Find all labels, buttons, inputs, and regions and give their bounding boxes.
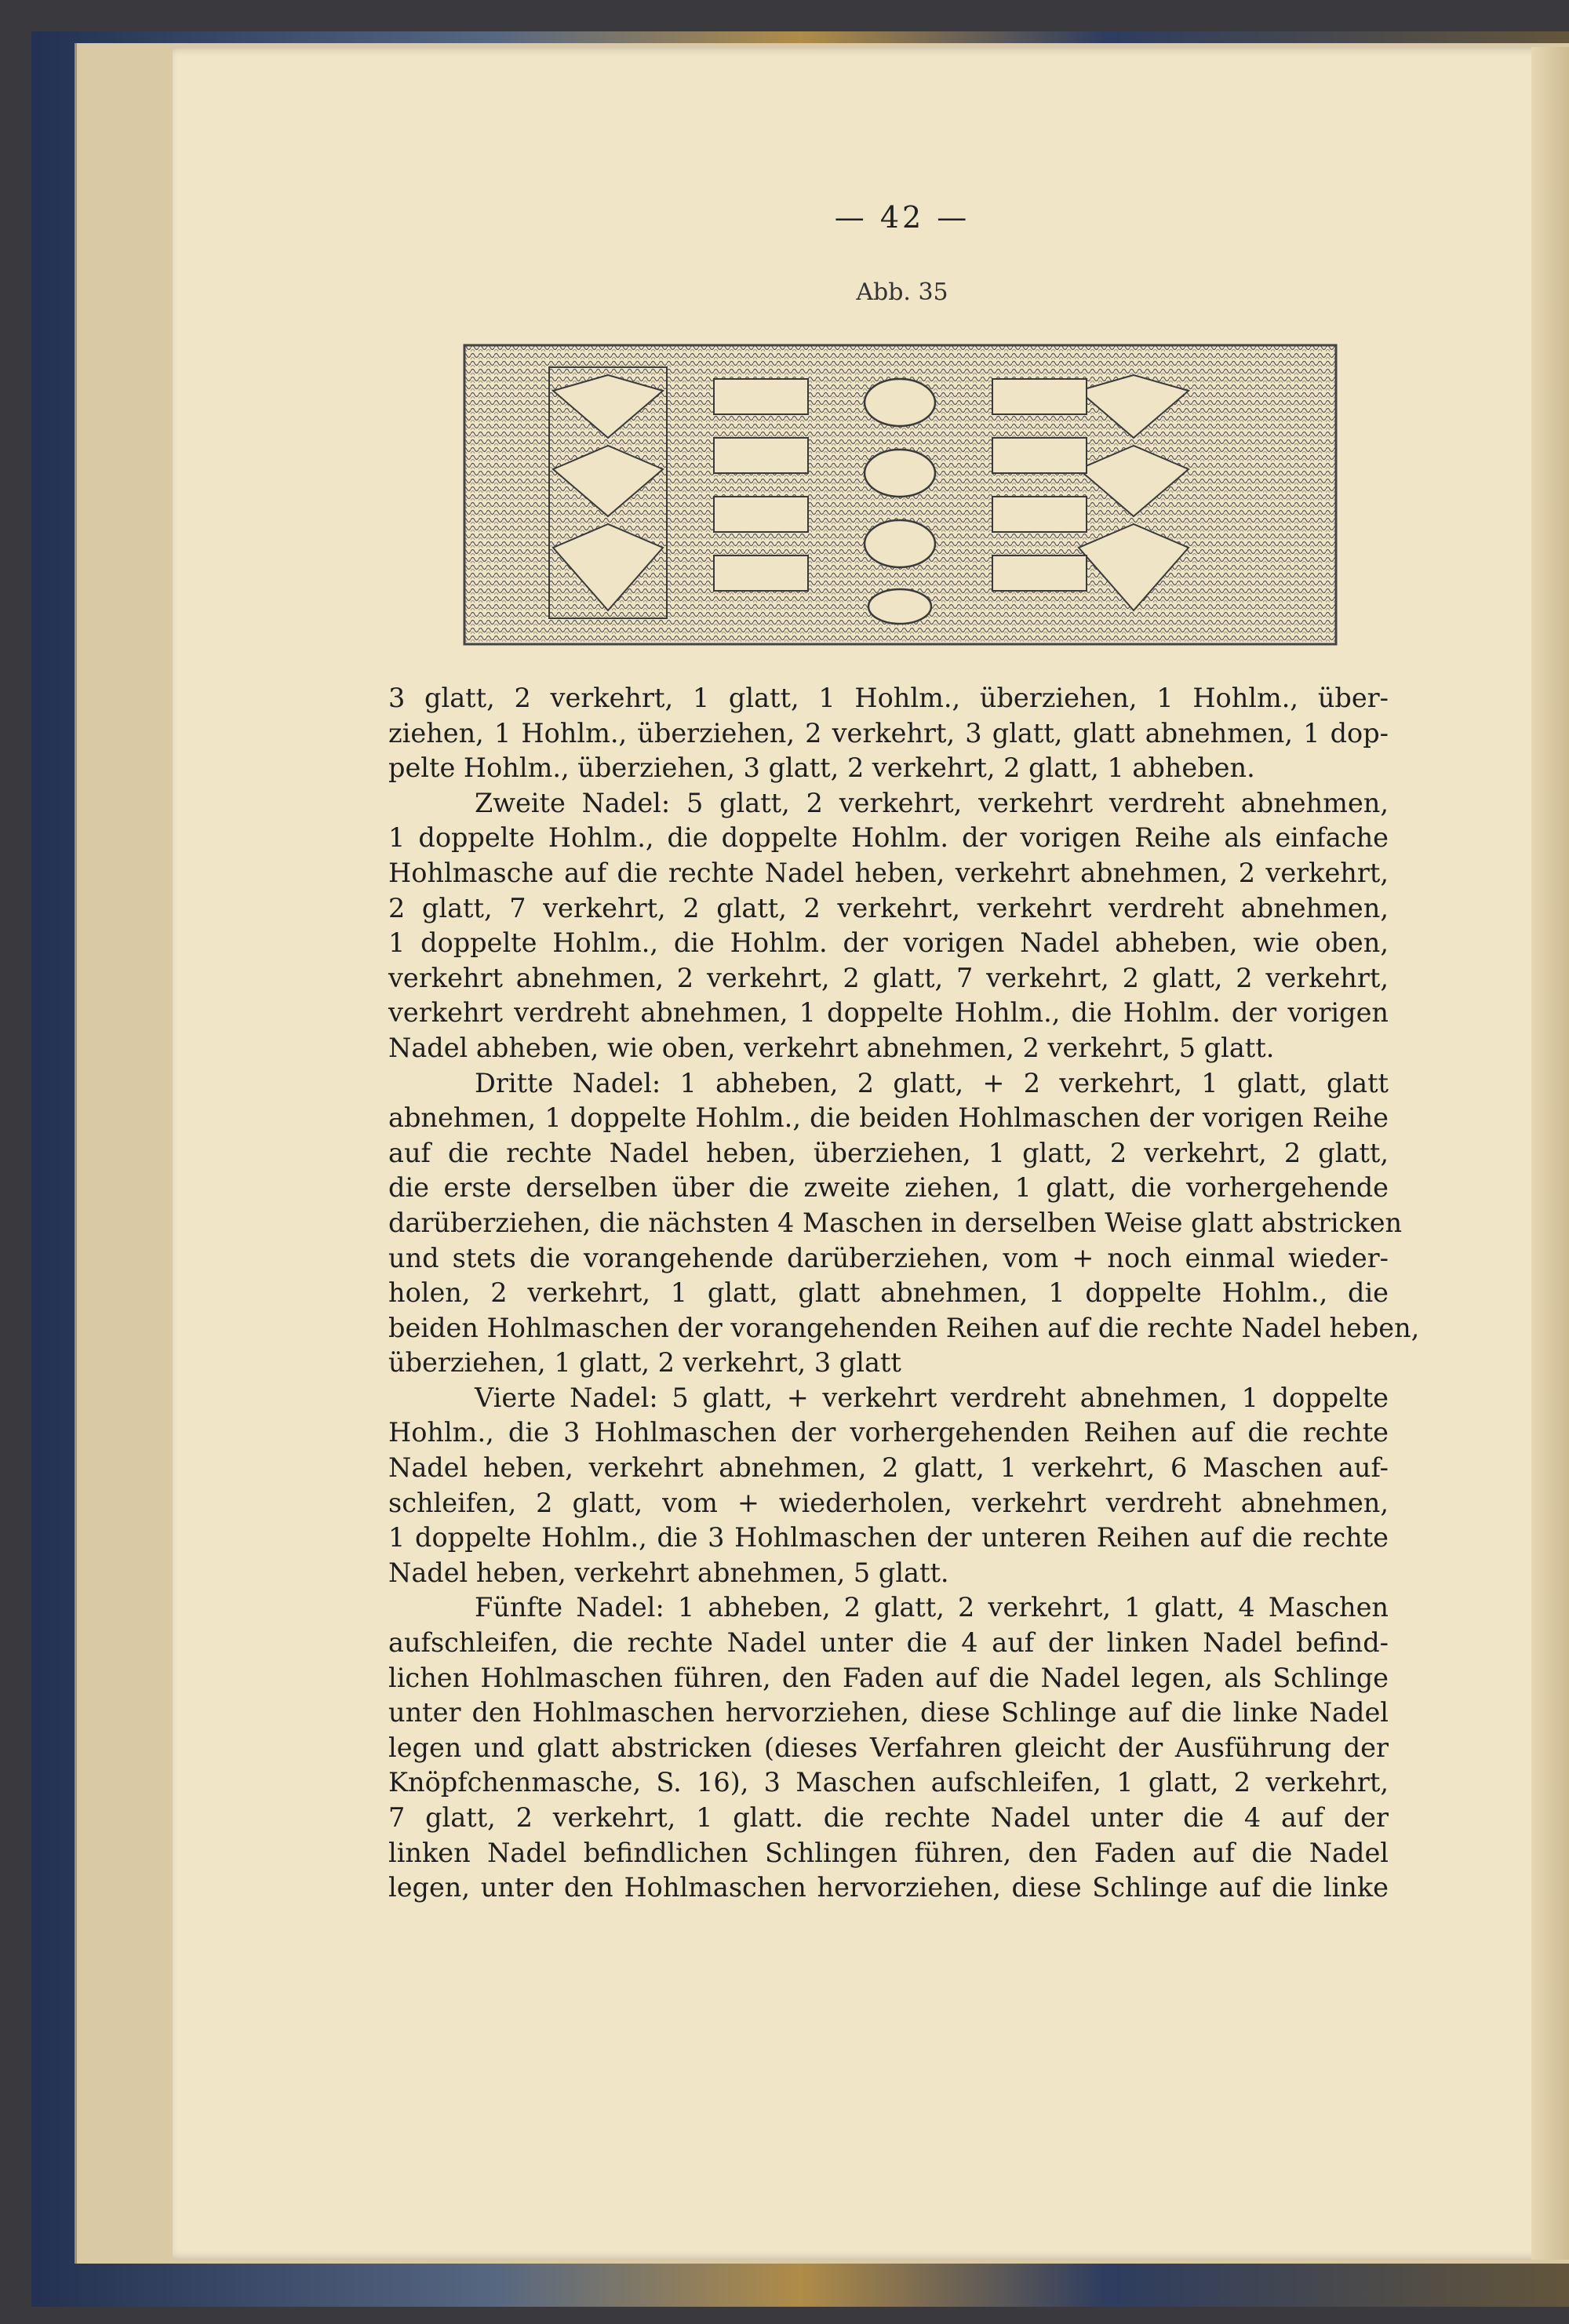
figure-caption: Abb. 35 [856,279,948,306]
paragraph-vierte-nadel: Vierte Nadel: 5 glatt, + verkehrt verdreht abnehmen, 1 doppelte Hohlm., die 3 Hohlmaschen der vorhergehenden Reihen auf die rechte Nadel heben, verkehrt abnehmen, 2 glatt, 1 verkehrt, 6 Maschen auf- schleifen, 2 glatt, vom + wiederholen, verkehrt verdreht abnehmen, 1 doppelte Hohlm., die 3 Hohlmaschen der unteren Reihen auf die rechte Nadel heben, verkehrt abnehmen, 5 glatt. [388,1382,1389,1588]
paragraph-zweite-nadel: Zweite Nadel: 5 glatt, 2 verkehrt, verkehrt verdreht abnehmen, 1 doppelte Hohlm., die doppelte Hohlm. der vorigen Reihe als einfache Hohlmasche auf die rechte Nadel heben, verkehrt abnehmen, 2 verkehrt, 2 glatt, 7 verkehrt, 2 glatt, 2 verkehrt, verkehrt verdreht abnehmen, 1 doppelte Hohlm., die Hohlm. der vorigen Nadel abheben, wie oben, verkehrt abnehmen, 2 verkehrt, 2 glatt, 7 verkehrt, 2 glatt, 2 verkehrt, verkehrt verdreht abnehmen, 1 doppelte Hohlm., die Hohlm. der vorigen Nadel abheben, wie oben, verkehrt abnehmen, 2 verkehrt, 5 glatt. [388,787,1389,1063]
paragraph-1: 3 glatt, 2 verkehrt, 1 glatt, 1 Hohlm., überziehen, 1 Hohlm., über- ziehen, 1 Hohlm., überziehen, 2 verkehrt, 3 glatt, glatt abnehmen, 1 dop- pelte Hohlm., überziehen, 3 glatt, 2 verkehrt, 2 glatt, 1 abheben. [388,683,1389,784]
knitting-pattern-illustration [463,344,1338,646]
paragraph-fuenfte-nadel: Fünfte Nadel: 1 abheben, 2 glatt, 2 verkehrt, 1 glatt, 4 Maschen aufschleifen, die rechte Nadel unter die 4 auf der linken Nadel befind- lichen Hohlmaschen führen, den Faden auf die Nadel legen, als Schlinge unter den Hohlmaschen hervorziehen, diese Schlinge auf die linke Nadel legen und glatt abstricken (dieses Verfahren gleicht der Ausführung der Knöpfchenmasche, S. 16), 3 Maschen aufschleifen, 1 glatt, 2 verkehrt, 7 glatt, 2 verkehrt, 1 glatt. die rechte Nadel unter die 4 auf der linken Nadel befindlichen Schlingen führen, den Faden auf die Nadel legen, unter den Hohlmaschen hervorziehen, diese Schlinge auf die linke [388,1592,1389,1903]
page-number: — 42 — [834,200,970,235]
facing-page-edge [1531,47,1569,2260]
paragraph-dritte-nadel: Dritte Nadel: 1 abheben, 2 glatt, + 2 verkehrt, 1 glatt, glatt abnehmen, 1 doppelte Hohlm., die beiden Hohlmaschen der vorigen Reihe auf die rechte Nadel heben, überziehen, 1 glatt, 2 verkehrt, 2 glatt, die erste derselben über die zweite ziehen, 1 glatt, die vorhergehende darüberziehen, die nächsten 4 Maschen in derselben Weise glatt abstricken und stets die vorangehende darüberziehen, vom + noch einmal wieder- holen, 2 verkehrt, 1 glatt, glatt abnehmen, 1 doppelte Hohlm., die beiden Hohlmaschen der vorangehenden Reihen auf die rechte Nadel heben, überziehen, 1 glatt, 2 verkehrt, 3 glatt [388,1067,1420,1379]
instruction-text [388,681,1420,1906]
